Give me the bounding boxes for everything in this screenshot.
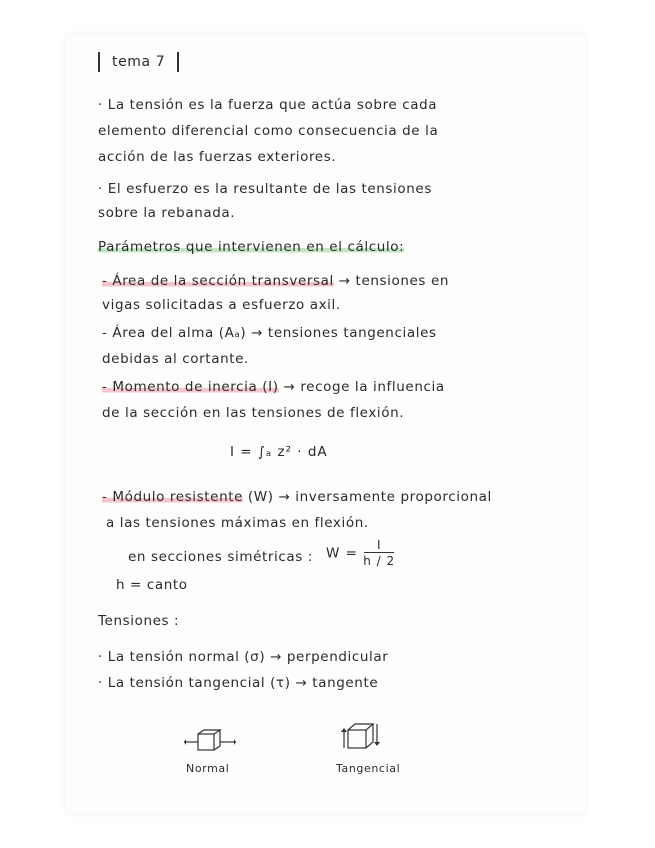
page-title: tema 7	[98, 52, 179, 72]
text-line-13	[102, 488, 492, 506]
caption-normal: Normal	[186, 762, 230, 775]
text-line-3: acción de las fuerzas exteriores.	[98, 149, 337, 165]
text-line-10: debidas al cortante.	[102, 351, 249, 367]
text-line-17: Tensiones :	[98, 613, 180, 629]
inertia-desc: → recoge la influencia	[278, 379, 445, 395]
parameters-heading: Parámetros que intervienen en el cálculo:	[98, 239, 405, 255]
fraction-numerator: I	[376, 538, 382, 552]
caption-tangencial: Tangencial	[336, 762, 401, 775]
text-line-11	[102, 378, 445, 396]
text-line-9	[102, 324, 437, 342]
fraction	[363, 538, 395, 569]
text-line-19: · La tensión tangencial (τ) → tangente	[98, 675, 379, 691]
modulus-desc: (W) → inversamente proporcional	[243, 489, 492, 505]
shear-stress-sketch-icon	[340, 720, 388, 756]
inertia-term: - Momento de inercia (I)	[102, 379, 279, 395]
fraction-denominator: h / 2	[363, 554, 396, 568]
area-section-term: - Área de la sección transversal	[102, 273, 334, 289]
text-line-4: · El esfuerzo es la resultante de las tensiones	[98, 181, 432, 197]
text-line-2: elemento diferencial como consecuencia de la	[98, 123, 439, 139]
text-line-14: a las tensiones máximas en flexión.	[106, 515, 369, 531]
text-line-5: sobre la rebanada.	[98, 205, 236, 221]
normal-stress-sketch-icon	[182, 722, 240, 762]
text-line-8: vigas solicitadas a esfuerzo axil.	[102, 297, 341, 313]
text-line-16: h = canto	[116, 577, 188, 593]
formula-w-left: W =	[326, 545, 358, 562]
area-web-term: - Área del alma (Aₐ)	[102, 325, 247, 341]
area-web-desc: → tensiones tangenciales	[246, 325, 437, 341]
text-line-15: en secciones simétricas :	[128, 549, 313, 565]
section-heading-parameters	[98, 238, 404, 256]
text-line-18: · La tensión normal (σ) → perpendicular	[98, 649, 389, 665]
area-section-desc: → tensiones en	[333, 273, 450, 289]
text-line-12: de la sección en las tensiones de flexión.	[102, 405, 405, 421]
text-line-7	[102, 272, 449, 290]
modulus-term: - Módulo resistente	[102, 489, 244, 505]
formula-inertia: I = ∫ₐ z² · dA	[230, 444, 328, 460]
text-line-1: · La tensión es la fuerza que actúa sobre cada	[98, 97, 438, 113]
formula-modulus	[326, 538, 395, 569]
